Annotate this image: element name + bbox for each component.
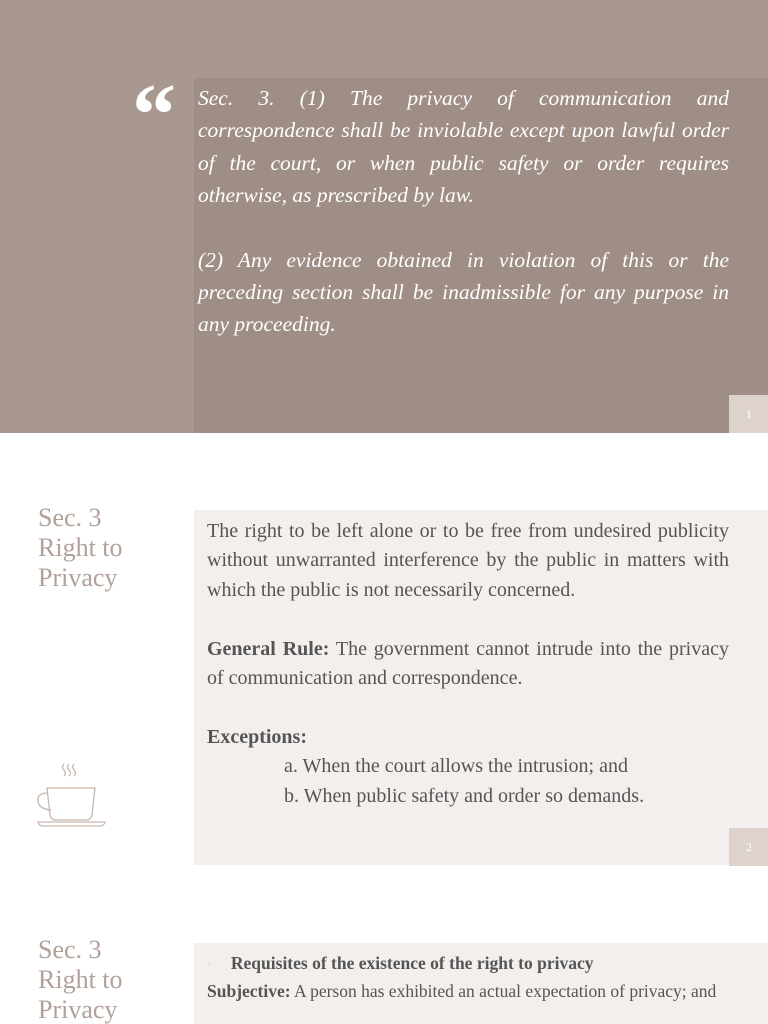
slide-3-title xyxy=(38,935,123,1024)
slide-number-1: 1 xyxy=(729,395,768,433)
subjective-text: A person has exhibited an actual expectation of privacy; and xyxy=(290,981,717,1002)
exceptions-label: Exceptions: xyxy=(207,725,307,748)
subjective-requisite xyxy=(207,978,729,1005)
requisites-heading: ◦ Requisites of the existence of the right to privacy xyxy=(207,953,594,973)
coffee-cup-icon xyxy=(34,760,108,830)
general-rule-label: General Rule: xyxy=(207,637,330,660)
title-line: Right to xyxy=(38,965,123,994)
quote-paragraph-2: (2) Any evidence obtained in violation of this or the preceding section shall be inadmissible for any purpose in any proceeding. xyxy=(198,247,729,337)
slide-number-2: 2 xyxy=(729,828,768,866)
title-line: Sec. 3 xyxy=(38,935,102,964)
title-line: Right to xyxy=(38,533,123,562)
bullet-icon: ◦ xyxy=(207,958,211,971)
general-rule-text: The government cannot intrude into the privacy of communication and correspondence. xyxy=(207,637,729,690)
slide-1-quote xyxy=(0,0,768,433)
quote-text xyxy=(198,82,729,341)
slide-3-body xyxy=(207,950,729,1005)
slide-2-title xyxy=(38,503,123,593)
subjective-label: Subjective: xyxy=(207,981,291,1002)
exception-item: b. When public safety and order so demands. xyxy=(284,784,645,807)
general-rule xyxy=(207,635,729,694)
quote-mark-icon: “ xyxy=(132,67,176,164)
definition-text: The right to be left alone or to be free from undesired publicity without unwarranted interference by the public in matters with which the public is not necessarily concerned. xyxy=(207,520,729,601)
title-line: Privacy xyxy=(38,995,118,1024)
exception-item: a. When the court allows the intrusion; and xyxy=(284,755,628,778)
slide-2-body xyxy=(207,517,729,811)
quote-paragraph-1: Sec. 3. (1) The privacy of communication and correspondence shall be inviolable except upon lawful order of the court, or when public safety or order requires otherwise, as prescribed by law. xyxy=(198,86,729,208)
title-line: Sec. 3 xyxy=(38,503,102,532)
title-line: Privacy xyxy=(38,563,118,592)
